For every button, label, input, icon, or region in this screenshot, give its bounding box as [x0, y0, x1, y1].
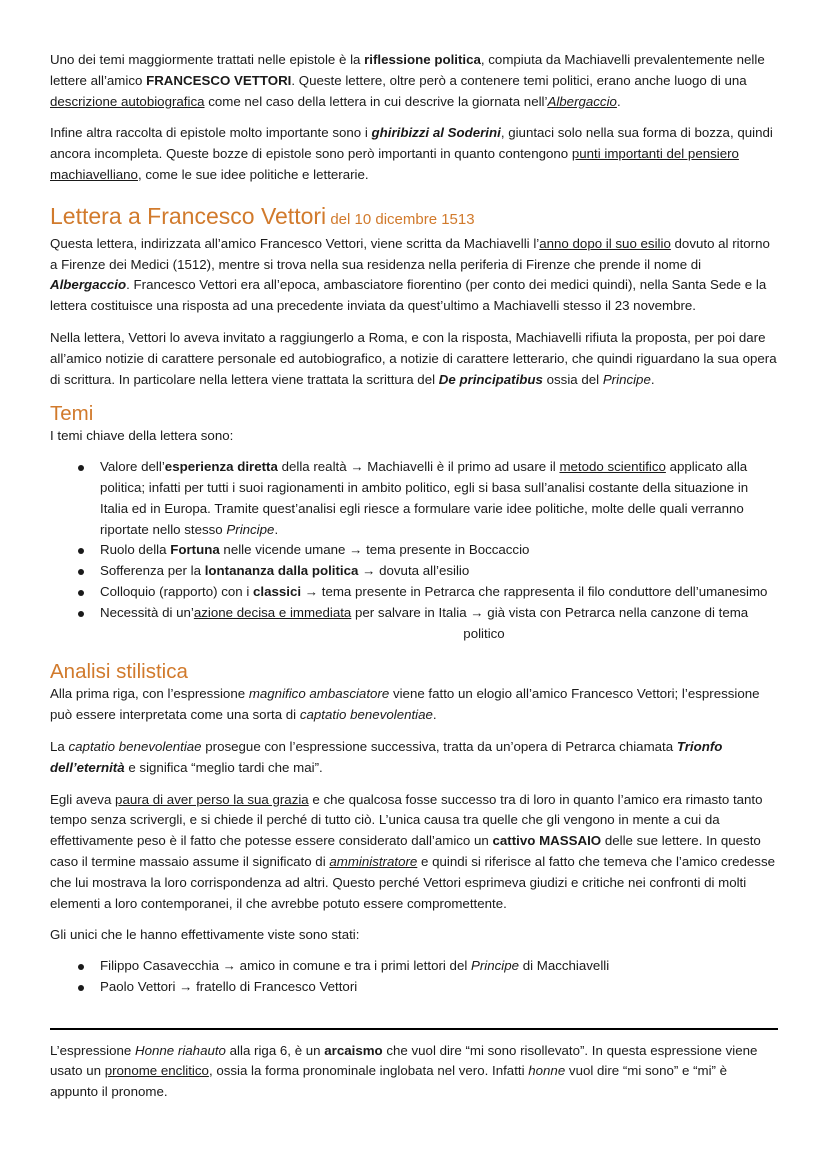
list-item: Paolo Vettori → fratello di Francesco Vettori	[50, 977, 778, 998]
heading-analisi: Analisi stilistica	[50, 660, 188, 684]
list-item: Colloquio (rapporto) con i classici → tema presente in Petrarca che rappresenta il filo conduttore dell’umanesimo	[50, 582, 778, 603]
paragraph-massaio: Egli aveva paura di aver perso la sua grazia e che qualcosa fosse successo tra di loro in quanto l’amico era rimasto tanto tempo senza scrivergli, e si chiede il perché di tutto ciò. L’unica causa tra quelle che gli vengono in mente a cui da effettivamente peso è il fatto che potesse essere considerato dall’amico un cattivo MASSAIO delle sue lettere. In questo caso il termine massaio assume il significato di amministratore e quindi si riferisce al fatto che temeva che l’amico credesse che lui mostrava la loro corrispondenza ad altri. Questo perché Vettori esprimeva giudizi e critiche nei confronti di molti elementi a loro contemporanei, il che avrebbe potuto essere compromettente.	[50, 791, 776, 911]
list-item: Valore dell’esperienza diretta della realtà → Machiavelli è il primo ad usare il metodo scientifico applicato alla politica; infatti per tutti i suoi ragionamenti in ambito politico, egli si basa sull’analisi costante della situazione in Italia ed in Europa. Tramite quest’analisi egli riesce a formulare varie idee politiche, molte delle quali verranno riportate nello stesso Principe.	[50, 457, 778, 540]
paragraph-lettera-content: Nella lettera, Vettori lo aveva invitato a raggiungerlo a Roma, e con la risposta, Machiavelli rifiuta la proposta, per poi dare all’amico notizie di carattere personale ed autobiografico, a notizie di carattere letterario, che quindi riguardano la sua opera di scrittura. In particolare nella lettera viene trattata la scrittura del De principatibus ossia del Principe.	[50, 329, 777, 387]
list-item: Sofferenza per la lontananza dalla politica → dovuta all’esilio	[50, 561, 778, 582]
paragraph-ghiribizzi: Infine altra raccolta di epistole molto importante sono i ghiribizzi al Soderini, giuntaci solo nella sua forma di bozza, quindi ancora incompleta. Queste bozze di epistole sono però importanti in quanto contengono punti importanti del pensiero machiavelliano, come le sue idee politiche e letterarie.	[50, 125, 773, 182]
paragraph-lettera-context: Questa lettera, indirizzata all’amico Francesco Vettori, viene scritta da Machiavelli l’anno dopo il suo esilio dovuto al ritorno a Firenze dei Medici (1512), mentre si trova nella sua residenza nella periferia di Firenze che prende il nome di Albergaccio. Francesco Vettori era all’epoca, ambasciatore fiorentino (per conto dei medici quindi), nella Santa Sede e la lettera costituisce una risposta ad una precedente inviata da quest’ultimo a Machiavelli stesso il 23 novembre.	[50, 235, 770, 314]
heading-temi: Temi	[50, 402, 94, 426]
lettori-list	[50, 956, 778, 998]
paragraph-arcaismo: L’espressione Honne riahauto alla riga 6, è un arcaismo che vuol dire “mi sono risollevato”. In questa espressione viene usato un pronome enclitico, ossia la forma pronominale inglobata nel vero. Infatti honne vuol dire “mi sono” e “mi” è appunto il pronome.	[50, 1042, 758, 1100]
list-item: Ruolo della Fortuna nelle vicende umane → tema presente in Boccaccio	[50, 540, 778, 561]
paragraph-intro: Uno dei temi maggiormente trattati nelle epistole è la riflessione politica, compiuta da Machiavelli prevalentemente nelle lettere all’amico FRANCESCO VETTORI. Queste lettere, oltre però a contenere temi politici, erano anche luogo di una descrizione autobiografica come nel caso della lettera in cui descrive la giornata nell’Albergaccio.	[50, 52, 765, 109]
paragraph-captatio: La captatio benevolentiae prosegue con l’espressione successiva, tratta da un’opera di Petrarca chiamata Trionfo dell’eternità e significa “meglio tardi che mai”.	[50, 738, 723, 775]
temi-intro: I temi chiave della lettera sono:	[50, 428, 234, 444]
paragraph-lettori-intro: Gli unici che le hanno effettivamente viste sono stati:	[50, 927, 360, 943]
heading-lettera: Lettera a Francesco Vettori del 10 dicembre 1513	[50, 202, 475, 229]
list-item: Necessità di un’azione decisa e immediata per salvare in Italia → già vista con Petrarca nella canzone di tema politico	[50, 603, 778, 645]
paragraph-magnifico: Alla prima riga, con l’espressione magnifico ambasciatore viene fatto un elogio all’amico Francesco Vettori; l’espressione può essere interpretata come una sorta di captatio benevolentiae.	[50, 686, 760, 723]
temi-list	[50, 457, 778, 644]
list-item: Filippo Casavecchia → amico in comune e tra i primi lettori del Principe di Macchiavelli	[50, 956, 778, 977]
